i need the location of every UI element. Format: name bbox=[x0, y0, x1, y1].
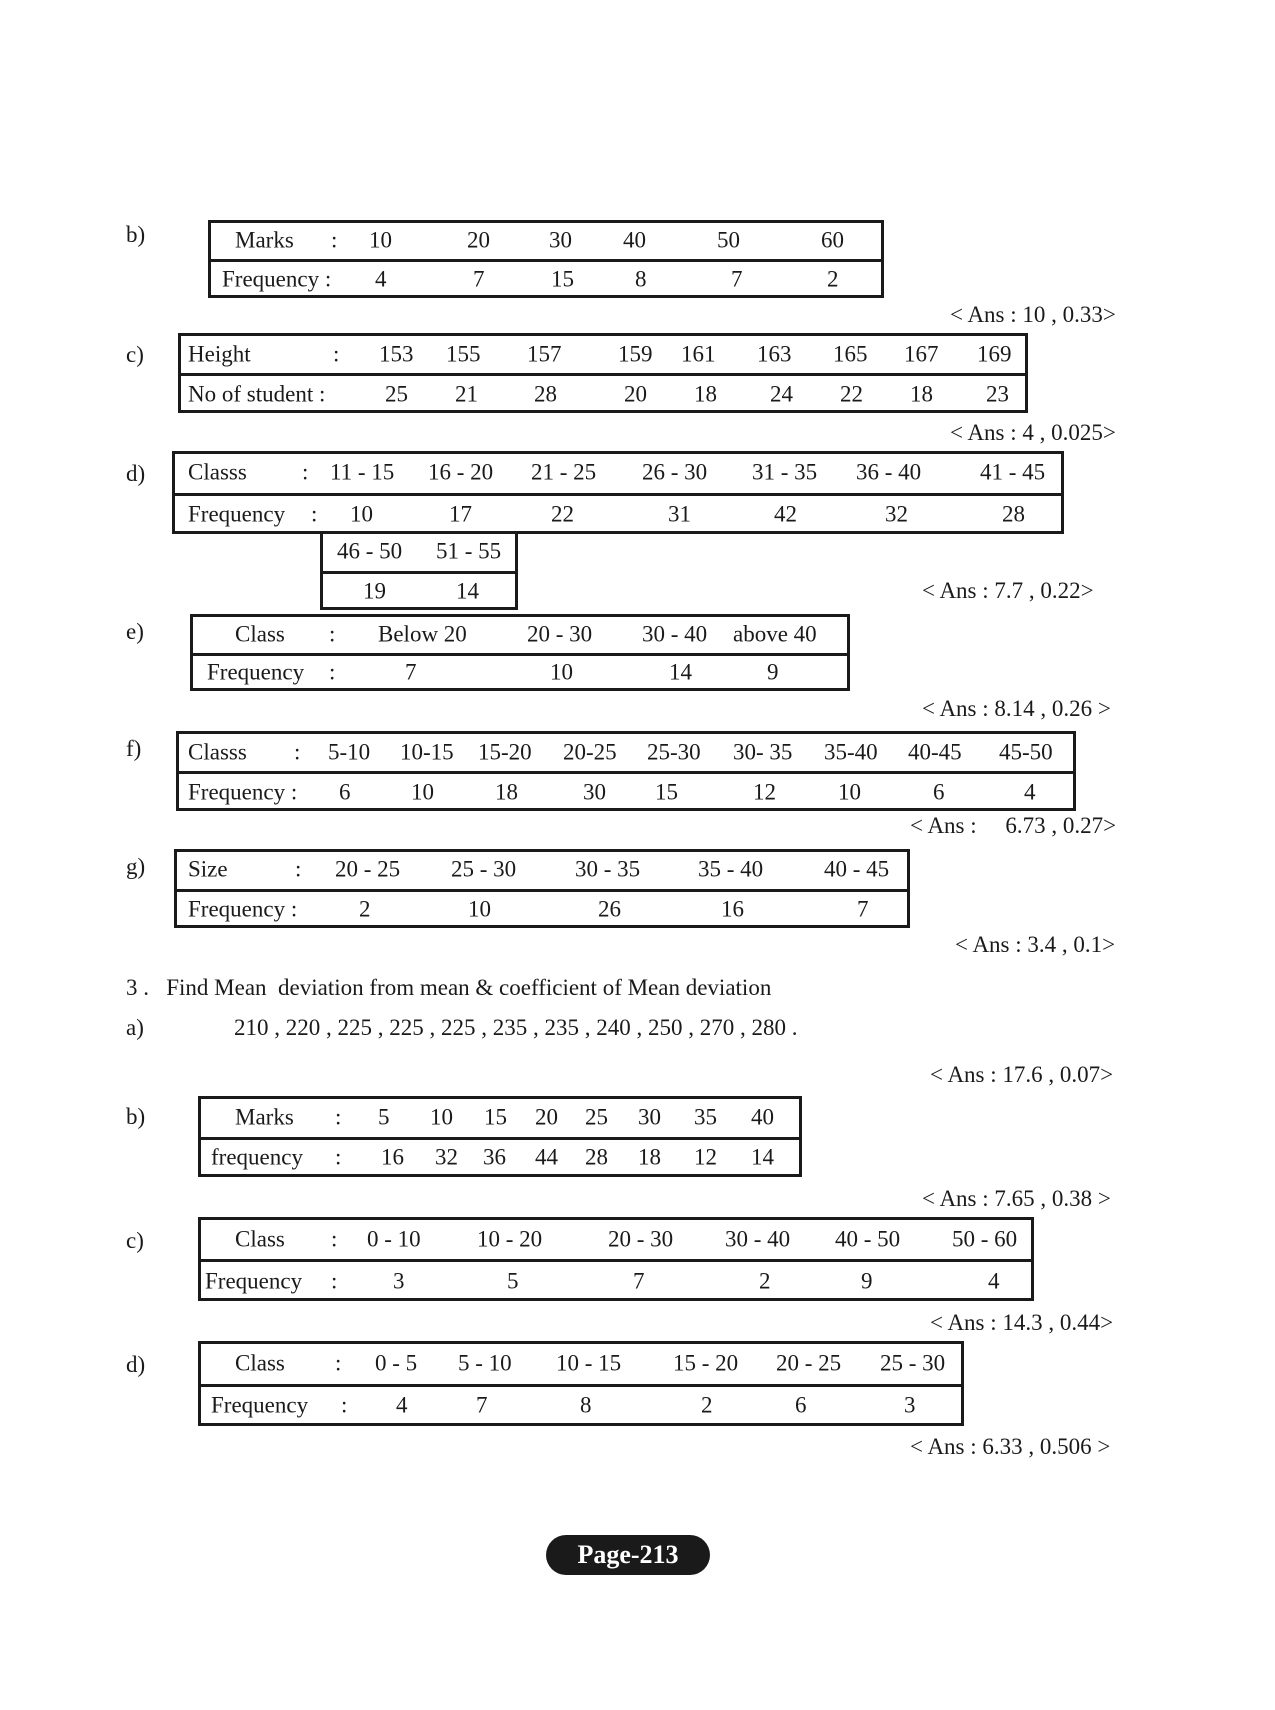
colon: : bbox=[311, 501, 318, 527]
table-cell: 4 bbox=[396, 1392, 408, 1418]
table-cell: 10 bbox=[468, 896, 491, 922]
table-cell: 40-45 bbox=[908, 738, 962, 764]
table-cell: 20 - 25 bbox=[776, 1350, 842, 1376]
question-heading: 3 . Find Mean deviation from mean & coefficient of Mean deviation bbox=[126, 975, 772, 1000]
row-label: Frequency bbox=[188, 501, 286, 527]
table-frequency-row bbox=[181, 373, 1025, 413]
table-cell: 11 - 15 bbox=[330, 459, 395, 485]
table-cell: 5 bbox=[507, 1267, 519, 1293]
table-header-row bbox=[323, 534, 515, 571]
colon: : bbox=[329, 659, 336, 685]
table-cell: 40 - 50 bbox=[835, 1225, 901, 1251]
table-cell: 42 bbox=[774, 501, 797, 527]
table-cell: 161 bbox=[681, 340, 716, 366]
table-cell: 14 bbox=[456, 578, 479, 604]
table-header-row bbox=[193, 617, 847, 653]
row-label: Class bbox=[235, 621, 285, 647]
row-label: Classs bbox=[188, 738, 247, 764]
row-label: Marks bbox=[235, 227, 294, 253]
table-cell: 157 bbox=[527, 340, 562, 366]
frequency-table bbox=[176, 731, 1076, 811]
table-cell: 12 bbox=[753, 778, 776, 804]
table-cell: 36 bbox=[483, 1144, 506, 1170]
table-cell: 0 - 5 bbox=[375, 1350, 418, 1376]
table-cell: 32 bbox=[885, 501, 908, 527]
table-cell: 31 - 35 bbox=[752, 459, 818, 485]
table-cell: 6 bbox=[795, 1392, 807, 1418]
table-cell: 159 bbox=[618, 340, 653, 366]
table-cell: 30 - 40 bbox=[725, 1225, 791, 1251]
table-cell: 25 - 30 bbox=[880, 1350, 946, 1376]
table-cell: 50 bbox=[717, 227, 740, 253]
table-cell: 28 bbox=[1002, 501, 1025, 527]
table-cell: 18 bbox=[495, 778, 518, 804]
colon: : bbox=[331, 1267, 338, 1293]
row-label: Class bbox=[235, 1225, 285, 1251]
item-label: b) bbox=[126, 222, 146, 247]
table-cell: Below 20 bbox=[378, 621, 467, 647]
table-cell: 44 bbox=[535, 1144, 558, 1170]
colon: : bbox=[295, 856, 302, 882]
colon: : bbox=[329, 621, 336, 647]
frequency-table bbox=[198, 1096, 802, 1177]
table-cell: 40 bbox=[623, 227, 646, 253]
table-cell: 28 bbox=[585, 1144, 608, 1170]
table-cell: 0 - 10 bbox=[367, 1225, 421, 1251]
table-header-row bbox=[181, 336, 1025, 373]
table-cell: 8 bbox=[580, 1392, 592, 1418]
table-cell: 20 - 30 bbox=[527, 621, 593, 647]
table-cell: 21 - 25 bbox=[531, 459, 597, 485]
item-label: c) bbox=[126, 1228, 144, 1253]
frequency-table bbox=[198, 1341, 964, 1426]
answer-text: < Ans : 14.3 , 0.44> bbox=[930, 1310, 1114, 1335]
table-cell: 7 bbox=[633, 1267, 645, 1293]
table-cell: 20 bbox=[535, 1104, 558, 1130]
table-cell: 14 bbox=[751, 1144, 774, 1170]
table-cell: 5 bbox=[378, 1104, 390, 1130]
table-frequency-row bbox=[201, 1137, 799, 1178]
table-cell: 25 bbox=[585, 1104, 608, 1130]
row-label: Frequency : bbox=[188, 778, 298, 804]
item-label: g) bbox=[126, 854, 146, 879]
row-label: Height bbox=[188, 340, 251, 366]
table-cell: 169 bbox=[977, 340, 1012, 366]
table-frequency-row bbox=[177, 889, 907, 929]
row-label: Classs bbox=[188, 459, 247, 485]
table-cell: 15 bbox=[551, 266, 574, 292]
continuation-table bbox=[320, 531, 518, 610]
table-cell: 23 bbox=[986, 380, 1009, 406]
frequency-table bbox=[190, 614, 850, 691]
q3a-line bbox=[126, 1015, 798, 1041]
table-cell: 41 - 45 bbox=[980, 459, 1046, 485]
table-cell: 3 bbox=[904, 1392, 916, 1418]
answer-text: < Ans : 17.6 , 0.07> bbox=[930, 1062, 1114, 1087]
table-header-row bbox=[201, 1344, 961, 1384]
answer-text: < Ans : 6.73 , 0.27> bbox=[910, 813, 1117, 838]
colon: : bbox=[335, 1144, 342, 1170]
table-cell: 20 bbox=[624, 380, 647, 406]
table-cell: 5 - 10 bbox=[458, 1350, 512, 1376]
table-cell: 26 bbox=[598, 896, 621, 922]
row-label: Frequency : bbox=[222, 266, 332, 292]
table-cell: 15-20 bbox=[478, 738, 532, 764]
answer-text: < Ans : 4 , 0.025> bbox=[950, 420, 1116, 445]
table-cell: 26 - 30 bbox=[642, 459, 708, 485]
colon: : bbox=[335, 1350, 342, 1376]
table-cell: 9 bbox=[767, 659, 779, 685]
frequency-table bbox=[208, 220, 884, 298]
answer-text: < Ans : 3.4 , 0.1> bbox=[955, 932, 1116, 957]
colon: : bbox=[333, 340, 340, 366]
table-cell: 18 bbox=[638, 1144, 661, 1170]
table-cell: 35 - 40 bbox=[698, 856, 764, 882]
table-cell: 16 bbox=[721, 896, 744, 922]
table-cell: 10-15 bbox=[400, 738, 454, 764]
table-cell: 10 - 20 bbox=[477, 1225, 543, 1251]
row-label: Frequency bbox=[211, 1392, 309, 1418]
answer-text: < Ans : 8.14 , 0.26 > bbox=[922, 696, 1111, 721]
table-header-row bbox=[201, 1220, 1031, 1259]
table-cell: 60 bbox=[821, 227, 844, 253]
table-cell: 15 bbox=[655, 778, 678, 804]
table-cell: 24 bbox=[770, 380, 793, 406]
table-cell: above 40 bbox=[733, 621, 817, 647]
item-label: e) bbox=[126, 619, 144, 644]
table-cell: 165 bbox=[833, 340, 868, 366]
table-cell: 18 bbox=[694, 380, 717, 406]
table-cell: 7 bbox=[473, 266, 485, 292]
table-frequency-row bbox=[193, 653, 847, 692]
frequency-table bbox=[198, 1217, 1034, 1301]
table-frequency-row bbox=[201, 1384, 961, 1427]
table-header-row bbox=[175, 454, 1061, 493]
table-header-row bbox=[179, 734, 1073, 771]
table-cell: 4 bbox=[375, 266, 387, 292]
colon: : bbox=[341, 1392, 348, 1418]
row-label: Frequency bbox=[205, 1267, 303, 1293]
item-label: d) bbox=[126, 461, 146, 486]
answer-text: < Ans : 7.7 , 0.22> bbox=[922, 578, 1094, 603]
table-cell: 19 bbox=[363, 578, 386, 604]
item-label: f) bbox=[126, 736, 142, 761]
table-frequency-row bbox=[175, 493, 1061, 535]
row-label: frequency bbox=[211, 1144, 303, 1170]
table-cell: 30 bbox=[583, 778, 606, 804]
table-cell: 30 - 40 bbox=[642, 621, 708, 647]
table-frequency-row bbox=[211, 259, 881, 298]
row-label: Class bbox=[235, 1350, 285, 1376]
table-cell: 6 bbox=[933, 778, 945, 804]
table-cell: 30 - 35 bbox=[575, 856, 641, 882]
table-cell: 35 bbox=[694, 1104, 717, 1130]
row-label: No of student : bbox=[188, 380, 326, 406]
table-cell: 31 bbox=[668, 501, 691, 527]
table-cell: 2 bbox=[701, 1392, 713, 1418]
table-header-row bbox=[201, 1099, 799, 1137]
table-cell: 16 - 20 bbox=[428, 459, 494, 485]
table-cell: 7 bbox=[857, 896, 869, 922]
table-cell: 20 bbox=[467, 227, 490, 253]
data-values: 210 , 220 , 225 , 225 , 225 , 235 , 235 , 240 , 250 , 270 , 280 . bbox=[234, 1015, 798, 1040]
table-cell: 2 bbox=[827, 266, 839, 292]
item-label: a) bbox=[126, 1015, 144, 1040]
colon: : bbox=[294, 738, 301, 764]
table-cell: 7 bbox=[405, 659, 417, 685]
table-frequency-row bbox=[323, 571, 515, 611]
table-cell: 153 bbox=[379, 340, 414, 366]
table-cell: 8 bbox=[635, 266, 647, 292]
page-number-badge: Page-213 bbox=[546, 1535, 710, 1575]
table-cell: 4 bbox=[1024, 778, 1036, 804]
table-cell: 30 bbox=[638, 1104, 661, 1130]
table-cell: 10 bbox=[411, 778, 434, 804]
table-cell: 6 bbox=[339, 778, 351, 804]
table-cell: 50 - 60 bbox=[952, 1225, 1018, 1251]
table-cell: 30 bbox=[549, 227, 572, 253]
table-cell: 51 - 55 bbox=[436, 538, 502, 564]
table-cell: 20-25 bbox=[563, 738, 617, 764]
answer-text: < Ans : 7.65 , 0.38 > bbox=[922, 1186, 1111, 1211]
table-cell: 10 bbox=[550, 659, 573, 685]
table-frequency-row bbox=[201, 1259, 1031, 1301]
frequency-table bbox=[178, 333, 1028, 413]
table-cell: 5-10 bbox=[328, 738, 371, 764]
table-cell: 10 bbox=[430, 1104, 453, 1130]
table-cell: 10 bbox=[838, 778, 861, 804]
table-cell: 40 bbox=[751, 1104, 774, 1130]
table-cell: 30- 35 bbox=[733, 738, 793, 764]
item-label: b) bbox=[126, 1104, 146, 1129]
table-cell: 3 bbox=[393, 1267, 405, 1293]
table-cell: 21 bbox=[455, 380, 478, 406]
item-label: d) bbox=[126, 1352, 146, 1377]
colon: : bbox=[331, 1225, 338, 1251]
table-cell: 15 - 20 bbox=[673, 1350, 739, 1376]
table-cell: 40 - 45 bbox=[824, 856, 890, 882]
table-cell: 45-50 bbox=[999, 738, 1053, 764]
table-cell: 25-30 bbox=[647, 738, 701, 764]
row-label: Frequency bbox=[207, 659, 305, 685]
table-cell: 9 bbox=[861, 1267, 873, 1293]
table-cell: 4 bbox=[988, 1267, 1000, 1293]
table-cell: 18 bbox=[910, 380, 933, 406]
table-cell: 22 bbox=[840, 380, 863, 406]
table-cell: 32 bbox=[435, 1144, 458, 1170]
table-cell: 167 bbox=[904, 340, 939, 366]
table-cell: 155 bbox=[446, 340, 481, 366]
table-cell: 22 bbox=[551, 501, 574, 527]
table-frequency-row bbox=[179, 771, 1073, 811]
frequency-table bbox=[174, 849, 910, 928]
table-cell: 14 bbox=[669, 659, 692, 685]
answer-text: < Ans : 10 , 0.33> bbox=[950, 302, 1116, 327]
row-label: Marks bbox=[235, 1104, 294, 1130]
colon: : bbox=[331, 227, 338, 253]
table-cell: 25 bbox=[385, 380, 408, 406]
row-label: Frequency : bbox=[188, 896, 298, 922]
table-cell: 7 bbox=[731, 266, 743, 292]
colon: : bbox=[335, 1104, 342, 1130]
table-cell: 2 bbox=[759, 1267, 771, 1293]
table-header-row bbox=[211, 223, 881, 259]
table-cell: 20 - 30 bbox=[608, 1225, 674, 1251]
table-cell: 25 - 30 bbox=[451, 856, 517, 882]
table-cell: 46 - 50 bbox=[337, 538, 403, 564]
table-cell: 10 bbox=[369, 227, 392, 253]
table-cell: 12 bbox=[694, 1144, 717, 1170]
frequency-table bbox=[172, 451, 1064, 534]
row-label: Size bbox=[188, 856, 228, 882]
table-cell: 7 bbox=[476, 1392, 488, 1418]
table-cell: 2 bbox=[359, 896, 371, 922]
colon: : bbox=[302, 459, 309, 485]
table-cell: 20 - 25 bbox=[335, 856, 401, 882]
table-header-row bbox=[177, 852, 907, 889]
table-cell: 15 bbox=[484, 1104, 507, 1130]
table-cell: 16 bbox=[381, 1144, 404, 1170]
table-cell: 10 - 15 bbox=[556, 1350, 622, 1376]
table-cell: 36 - 40 bbox=[856, 459, 922, 485]
table-cell: 35-40 bbox=[824, 738, 878, 764]
table-cell: 10 bbox=[350, 501, 373, 527]
item-label: c) bbox=[126, 342, 144, 367]
table-cell: 17 bbox=[449, 501, 472, 527]
table-cell: 163 bbox=[757, 340, 792, 366]
answer-text: < Ans : 6.33 , 0.506 > bbox=[910, 1434, 1111, 1459]
table-cell: 28 bbox=[534, 380, 557, 406]
